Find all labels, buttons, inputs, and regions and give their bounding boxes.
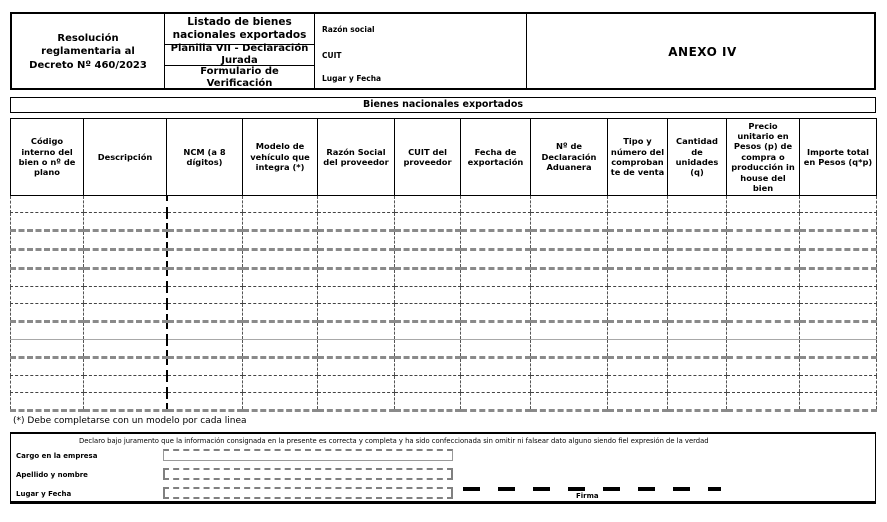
empty-cell [243, 322, 318, 340]
empty-cell [668, 358, 727, 376]
column-header: NCM (a 8 dígitos) [167, 119, 243, 196]
empty-cell [461, 231, 531, 250]
empty-cell [11, 196, 84, 213]
empty-cell [243, 213, 318, 231]
empty-cell [167, 196, 243, 213]
empty-cell [11, 269, 84, 287]
empty-cell [11, 358, 84, 376]
empty-cell [668, 213, 727, 231]
empty-cell [395, 196, 461, 213]
empty-cell [461, 322, 531, 340]
empty-cell [318, 322, 395, 340]
empty-cell [531, 304, 608, 322]
empty-cell [318, 393, 395, 411]
empty-cell [395, 287, 461, 304]
empty-cell [531, 269, 608, 287]
empty-cell [668, 340, 727, 358]
empty-cell [84, 304, 167, 322]
empty-cell [167, 287, 243, 304]
table-row [11, 231, 877, 250]
empty-cell [800, 269, 877, 287]
annex-title: ANEXO IV [668, 45, 737, 59]
empty-cell [243, 340, 318, 358]
empty-cell [167, 376, 243, 393]
empty-cell [395, 393, 461, 411]
empty-cell [11, 340, 84, 358]
empty-cell [531, 376, 608, 393]
empty-cell [395, 269, 461, 287]
razon-social-label: Razón social [322, 25, 375, 34]
column-header: Descripción [84, 119, 167, 196]
empty-cell [318, 269, 395, 287]
empty-cell [531, 340, 608, 358]
empty-cell [395, 322, 461, 340]
empty-cell [668, 231, 727, 250]
empty-cell [84, 213, 167, 231]
empty-cell [461, 250, 531, 269]
table-row [11, 393, 877, 411]
column-header: Razón Social del proveedor [318, 119, 395, 196]
empty-cell [727, 358, 800, 376]
declaration-statement: Declaro bajo juramento que la información consignada en la presente es correcta y completa y ha sido confeccionada sin omitir ni falsear dato alguno siendo fiel expresión de la verdad [79, 437, 709, 445]
empty-cell [608, 340, 668, 358]
doc-title-formulario: Formulario de Verificación [200, 66, 279, 89]
footnote: (*) Debe completarse con un modelo por cada linea [13, 416, 247, 426]
empty-cell [11, 231, 84, 250]
empty-cell [243, 358, 318, 376]
empty-cell [668, 393, 727, 411]
empty-cell [800, 376, 877, 393]
empty-cell [531, 196, 608, 213]
empty-cell [84, 393, 167, 411]
empty-cell [11, 250, 84, 269]
empty-cell [668, 287, 727, 304]
column-header: Importe total en Pesos (q*p) [800, 119, 877, 196]
table-row [11, 304, 877, 322]
empty-cell [608, 304, 668, 322]
empty-cell [11, 213, 84, 231]
empty-cell [167, 269, 243, 287]
empty-cell [167, 231, 243, 250]
empty-cell [531, 250, 608, 269]
empty-cell [461, 304, 531, 322]
empty-cell [531, 213, 608, 231]
empty-cell [800, 213, 877, 231]
empty-cell [243, 393, 318, 411]
signature-line [463, 487, 721, 491]
table-row [11, 213, 877, 231]
empty-cell [318, 287, 395, 304]
empty-cell [531, 231, 608, 250]
empty-cell [727, 213, 800, 231]
empty-cell [243, 269, 318, 287]
empty-cell [243, 304, 318, 322]
table-row [11, 322, 877, 340]
company-fields [315, 14, 527, 90]
empty-cell [668, 250, 727, 269]
empty-cell [11, 393, 84, 411]
section-title: Bienes nacionales exportados [10, 97, 876, 113]
form-header [10, 12, 876, 90]
empty-cell [243, 287, 318, 304]
empty-cell [727, 322, 800, 340]
column-header: Modelo de vehículo que integra (*) [243, 119, 318, 196]
empty-cell [800, 231, 877, 250]
empty-cell [608, 322, 668, 340]
empty-cell [243, 250, 318, 269]
empty-cell [84, 340, 167, 358]
empty-cell [318, 340, 395, 358]
empty-cell [11, 287, 84, 304]
empty-cell [318, 376, 395, 393]
empty-cell [84, 231, 167, 250]
empty-cell [167, 250, 243, 269]
empty-cell [668, 376, 727, 393]
empty-cell [461, 393, 531, 411]
empty-cell [318, 304, 395, 322]
empty-cell [11, 304, 84, 322]
declaration-box [10, 432, 876, 504]
empty-cell [727, 340, 800, 358]
table-header-row [11, 119, 877, 196]
empty-cell [84, 250, 167, 269]
empty-cell [727, 304, 800, 322]
empty-cell [668, 269, 727, 287]
empty-cell [167, 213, 243, 231]
empty-cell [608, 269, 668, 287]
column-header: Tipo y número del comproban te de venta [608, 119, 668, 196]
empty-cell [461, 287, 531, 304]
empty-cell [461, 213, 531, 231]
document-titles [164, 14, 315, 90]
empty-cell [461, 196, 531, 213]
empty-cell [243, 196, 318, 213]
empty-cell [243, 231, 318, 250]
empty-cell [318, 213, 395, 231]
lugar-fecha-label: Lugar y Fecha [322, 73, 382, 83]
cargo-empresa-field [163, 449, 453, 461]
empty-cell [800, 358, 877, 376]
empty-cell [167, 358, 243, 376]
table-row [11, 340, 877, 358]
empty-cell [727, 231, 800, 250]
lugar-fecha-bottom-label: Lugar y Fecha [16, 490, 72, 498]
column-header: CUIT del proveedor [395, 119, 461, 196]
goods-table [10, 118, 877, 412]
table-row [11, 376, 877, 393]
empty-cell [318, 196, 395, 213]
empty-cell [727, 287, 800, 304]
table-row [11, 358, 877, 376]
empty-cell [84, 322, 167, 340]
empty-cell [800, 322, 877, 340]
empty-cell [531, 358, 608, 376]
empty-cell [608, 250, 668, 269]
empty-cell [800, 340, 877, 358]
apellido-nombre-field [163, 468, 453, 480]
empty-cell [167, 322, 243, 340]
empty-cell [395, 213, 461, 231]
goods-table-head [11, 119, 877, 196]
column-header: Precio unitario en Pesos (p) de compra o producción in house del bien [727, 119, 800, 196]
empty-cell [608, 196, 668, 213]
empty-cell [727, 250, 800, 269]
empty-cell [84, 196, 167, 213]
empty-cell [800, 287, 877, 304]
empty-cell [608, 213, 668, 231]
column-header: Código interno del bien o nº de plano [11, 119, 84, 196]
empty-cell [318, 250, 395, 269]
empty-cell [800, 196, 877, 213]
empty-cell [167, 304, 243, 322]
column-header: Cantidad de unidades (q) [668, 119, 727, 196]
table-row [11, 250, 877, 269]
empty-cell [800, 250, 877, 269]
empty-cell [461, 358, 531, 376]
empty-cell [608, 287, 668, 304]
empty-cell [318, 231, 395, 250]
empty-cell [531, 287, 608, 304]
empty-cell [668, 196, 727, 213]
empty-cell [84, 358, 167, 376]
empty-cell [668, 322, 727, 340]
empty-cell [395, 250, 461, 269]
empty-cell [395, 358, 461, 376]
empty-cell [395, 376, 461, 393]
table-body [11, 196, 877, 411]
cargo-empresa-label: Cargo en la empresa [16, 452, 98, 460]
column-header: Fecha de exportación [461, 119, 531, 196]
empty-cell [395, 231, 461, 250]
empty-cell [608, 358, 668, 376]
empty-cell [608, 231, 668, 250]
table-row [11, 269, 877, 287]
signature-label: Firma [576, 492, 599, 500]
empty-cell [461, 376, 531, 393]
empty-cell [243, 376, 318, 393]
doc-title-listado: Listado de bienes nacionales exportados [165, 14, 314, 45]
empty-cell [531, 393, 608, 411]
empty-cell [11, 376, 84, 393]
empty-cell [167, 340, 243, 358]
empty-cell [167, 393, 243, 411]
empty-cell [461, 269, 531, 287]
empty-cell [461, 340, 531, 358]
empty-cell [608, 376, 668, 393]
empty-cell [84, 269, 167, 287]
empty-cell [84, 376, 167, 393]
empty-cell [727, 393, 800, 411]
resolution-title: Resolución reglamentaria al Decreto Nº 460/2023 [29, 32, 147, 71]
cuit-label: CUIT [322, 51, 342, 60]
empty-cell [800, 393, 877, 411]
empty-cell [727, 376, 800, 393]
empty-cell [608, 393, 668, 411]
empty-cell [84, 287, 167, 304]
empty-cell [395, 340, 461, 358]
apellido-nombre-label: Apellido y nombre [16, 471, 88, 479]
empty-cell [11, 322, 84, 340]
table-row [11, 196, 877, 213]
empty-cell [727, 196, 800, 213]
empty-cell [727, 269, 800, 287]
empty-cell [395, 304, 461, 322]
empty-cell [800, 304, 877, 322]
table-row [11, 287, 877, 304]
empty-cell [531, 322, 608, 340]
doc-title-planilla: Planilla VII - Declaración Jurada [165, 45, 314, 66]
column-header: Nº de Declaración Aduanera [531, 119, 608, 196]
empty-cell [668, 304, 727, 322]
lugar-fecha-bottom-field [163, 487, 453, 499]
empty-cell [318, 358, 395, 376]
